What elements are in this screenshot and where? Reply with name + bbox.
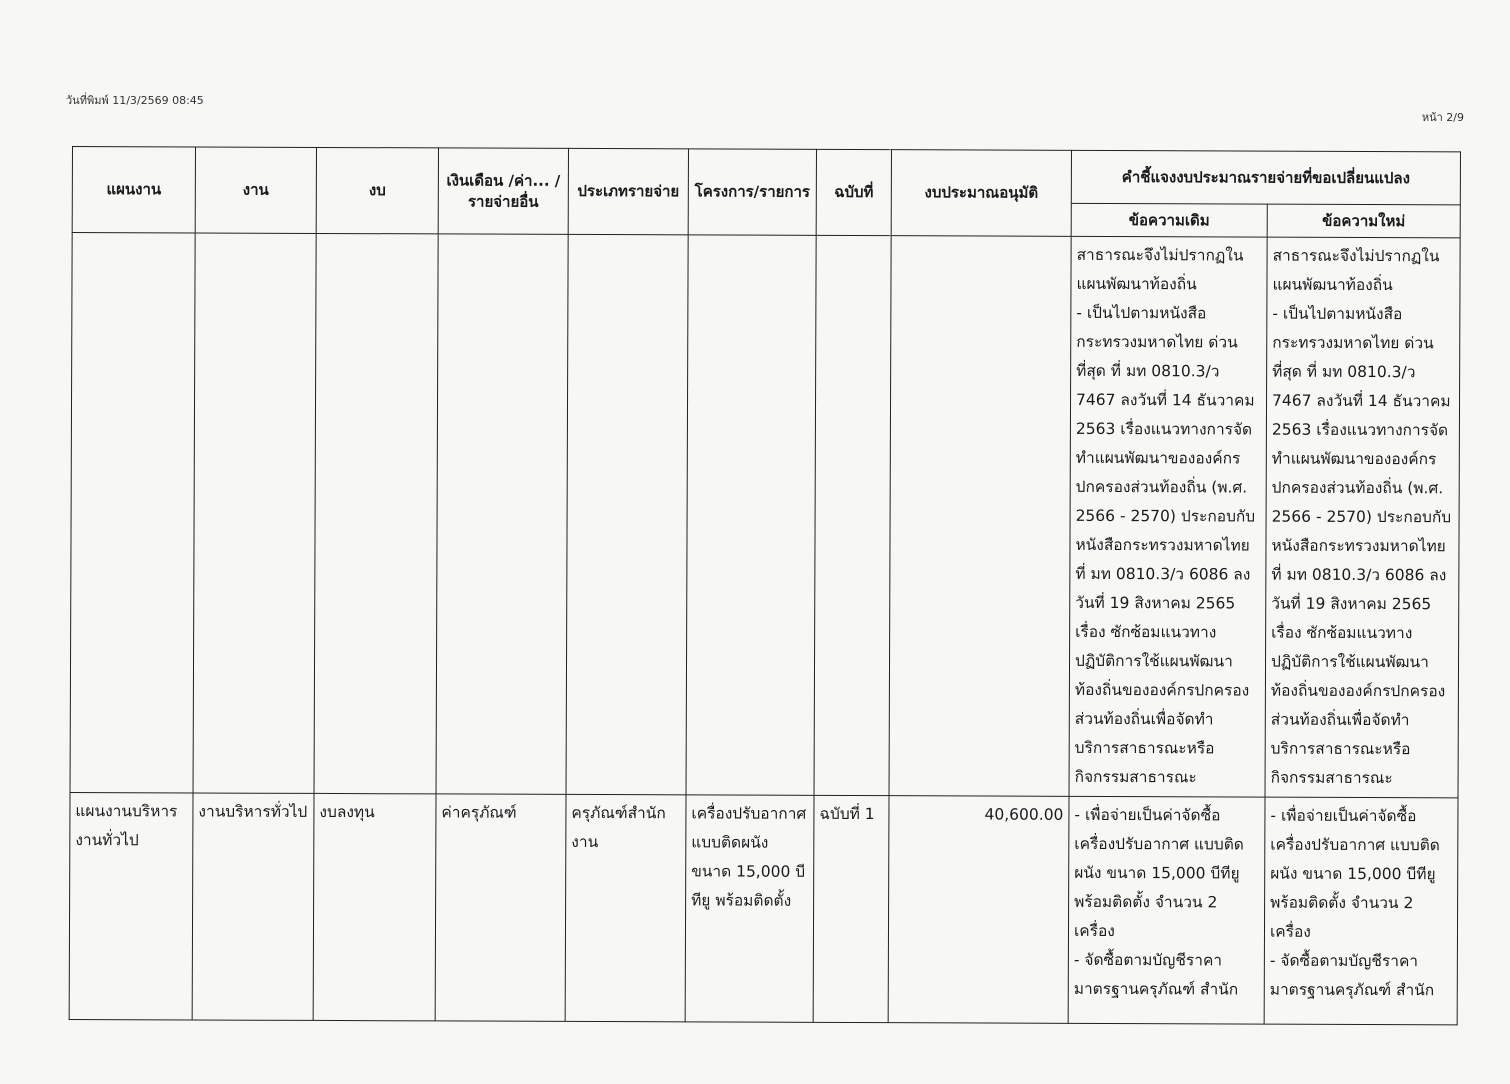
text-line: บริการสาธารณะหรือ [1074, 738, 1215, 758]
text-line: ที่สุด ที่ มท 0810.3/ว [1272, 362, 1416, 382]
text-line: แบบติดผนัง [691, 833, 769, 852]
text-line: มาตรฐานครุภัณฑ์ สำนัก [1073, 979, 1239, 999]
header-salary: เงินเดือน /ค่า... / รายจ่ายอื่น [438, 148, 568, 234]
cell-salary: ค่าครุภัณฑ์ [435, 794, 566, 1021]
cell-edition [814, 235, 891, 795]
text-line: เครื่องปรับอากาศ แบบติด [1074, 834, 1244, 854]
budget-change-table [69, 146, 1461, 1025]
text-line: พร้อมติดตั้ง จำนวน 2 [1074, 892, 1218, 912]
text-line: ที่สุด ที่ มท 0810.3/ว [1076, 361, 1220, 381]
text-line: ครุภัณฑ์สำนัก [571, 803, 666, 823]
cell-old-text [1068, 796, 1265, 1024]
text-line: - เป็นไปตามหนังสือ [1272, 304, 1403, 324]
cell-work: งานบริหารทั่วไป [192, 793, 314, 1020]
cell-salary [436, 234, 568, 794]
text-line: 2566 - 2570) ประกอบกับ [1075, 506, 1256, 526]
print-date: วันที่พิมพ์ 11/3/2569 08:45 [66, 94, 204, 107]
text-line: แผนพัฒนาท้องถิ่น [1076, 274, 1197, 294]
cell-new-text [1264, 797, 1458, 1025]
text-line: 7467 ลงวันที่ 14 ธันวาคม [1271, 391, 1451, 411]
text-line: - เพื่อจ่ายเป็นค่าจัดซื้อ [1270, 806, 1417, 826]
cell-plan [70, 233, 195, 793]
text-line: ปกครองส่วนท้องถิ่น (พ.ศ. [1271, 478, 1444, 498]
text-line: ท้องถิ่นขององค์กรปกครอง [1270, 681, 1446, 701]
cell-approved-amount: 40,600.00 [888, 796, 1069, 1024]
budget-sheet [69, 146, 1460, 1025]
text-line: ที่ มท 0810.3/ว 6086 ลง [1075, 564, 1251, 584]
text-line: เครื่อง [1073, 921, 1115, 941]
text-line: งาน [571, 832, 599, 852]
header-plan: แผนงาน [72, 147, 195, 233]
header-approved-budget: งบประมาณอนุมัติ [891, 150, 1071, 237]
text-line: หนังสือกระทรวงมหาดไทย [1075, 535, 1250, 555]
cell-expense-type [566, 234, 688, 794]
text-line: - เป็นไปตามหนังสือ [1076, 303, 1207, 323]
text-line: ที่ มท 0810.3/ว 6086 ลง [1271, 565, 1447, 585]
text-line: 2563 เรื่องแนวทางการจัด [1271, 420, 1449, 440]
text-line: ผนัง ขนาด 15,000 บีทียู [1074, 863, 1240, 883]
text-line: วันที่ 19 สิงหาคม 2565 [1271, 594, 1432, 614]
text-line: - เพื่อจ่ายเป็นค่าจัดซื้อ [1074, 805, 1221, 825]
text-line: ทำแผนพัฒนาขององค์กร [1075, 448, 1241, 468]
text-line: สาธารณะจึงไม่ปรากฏใน [1076, 245, 1244, 265]
cell-project [685, 795, 814, 1022]
text-line: กระทรวงมหาดไทย ด่วน [1272, 333, 1434, 353]
text-line: 2563 เรื่องแนวทางการจัด [1075, 419, 1253, 439]
text-line: ปฏิบัติการใช้แผนพัฒนา [1074, 651, 1233, 671]
text-line: เรื่อง ซักซ้อมแนวทาง [1271, 623, 1413, 643]
cell-budget [314, 233, 438, 793]
header-new-text: ข้อความใหม่ [1267, 204, 1460, 238]
text-line: ส่วนท้องถิ่นเพื่อจัดทำ [1270, 710, 1410, 730]
text-line: งานทั่วไป [75, 831, 139, 850]
cell-old-text [1069, 236, 1267, 797]
cell-project [686, 235, 816, 795]
cell-approved [889, 236, 1071, 797]
cell-edition: ฉบับที่ 1 [813, 795, 889, 1022]
text-line: 2566 - 2570) ประกอบกับ [1271, 507, 1452, 527]
text-line: ผนัง ขนาด 15,000 บีทียู [1270, 864, 1436, 884]
cell-expense-type [565, 794, 686, 1021]
text-line: กระทรวงมหาดไทย ด่วน [1076, 332, 1238, 352]
text-line: แผนงานบริหาร [75, 802, 178, 821]
cell-budget: งบลงทุน [313, 793, 436, 1020]
header-budget: งบ [316, 147, 438, 233]
text-line: 7467 ลงวันที่ 14 ธันวาคม [1075, 390, 1255, 410]
text-line: หนังสือกระทรวงมหาดไทย [1271, 536, 1446, 556]
table-row [69, 792, 1458, 1024]
text-line: เรื่อง ซักซ้อมแนวทาง [1075, 622, 1217, 642]
header-explanation: คำชี้แจงงบประมาณรายจ่ายที่ขอเปลี่ยนแปลง [1071, 150, 1460, 204]
text-line: - จัดซื้อตามบัญชีราคา [1269, 951, 1419, 971]
text-line: แผนพัฒนาท้องถิ่น [1272, 275, 1393, 295]
cell-new-text [1265, 237, 1460, 798]
header-work: งาน [195, 147, 316, 233]
text-line: - จัดซื้อตามบัญชีราคา [1073, 950, 1223, 970]
text-line: บริการสาธารณะหรือ [1270, 739, 1411, 759]
text-line: เครื่อง [1269, 922, 1311, 941]
text-line: วันที่ 19 สิงหาคม 2565 [1075, 593, 1236, 613]
cell-plan [69, 792, 193, 1019]
text-line: มาตรฐานครุภัณฑ์ สำนัก [1269, 980, 1435, 1000]
text-line: ขนาด 15,000 บี [691, 862, 806, 881]
page-number: หน้า 2/9 [1421, 111, 1464, 124]
text-line: ส่วนท้องถิ่นเพื่อจัดทำ [1074, 709, 1214, 729]
text-line: ทียู พร้อมติดตั้ง [691, 891, 792, 910]
header-edition: ฉบับที่ [816, 149, 891, 235]
header-old-text: ข้อความเดิม [1071, 203, 1267, 237]
table-row-continuation [70, 233, 1460, 798]
text-line: กิจกรรมสาธารณะ [1074, 767, 1197, 787]
text-line: ท้องถิ่นขององค์กรปกครอง [1074, 680, 1250, 700]
text-line: ปกครองส่วนท้องถิ่น (พ.ศ. [1075, 477, 1248, 497]
text-line: สาธารณะจึงไม่ปรากฏใน [1272, 246, 1440, 266]
text-line: เครื่องปรับอากาศ แบบติด [1270, 835, 1440, 855]
text-line: กิจกรรมสาธารณะ [1270, 768, 1393, 788]
header-expense-type: ประเภทรายจ่าย [568, 148, 688, 234]
cell-work [193, 233, 316, 793]
text-line: เครื่องปรับอากาศ [691, 804, 807, 823]
text-line: พร้อมติดตั้ง จำนวน 2 [1270, 893, 1414, 913]
header-project: โครงการ/รายการ [688, 149, 816, 235]
text-line: ปฏิบัติการใช้แผนพัฒนา [1270, 652, 1429, 672]
text-line: ทำแผนพัฒนาขององค์กร [1271, 449, 1437, 469]
